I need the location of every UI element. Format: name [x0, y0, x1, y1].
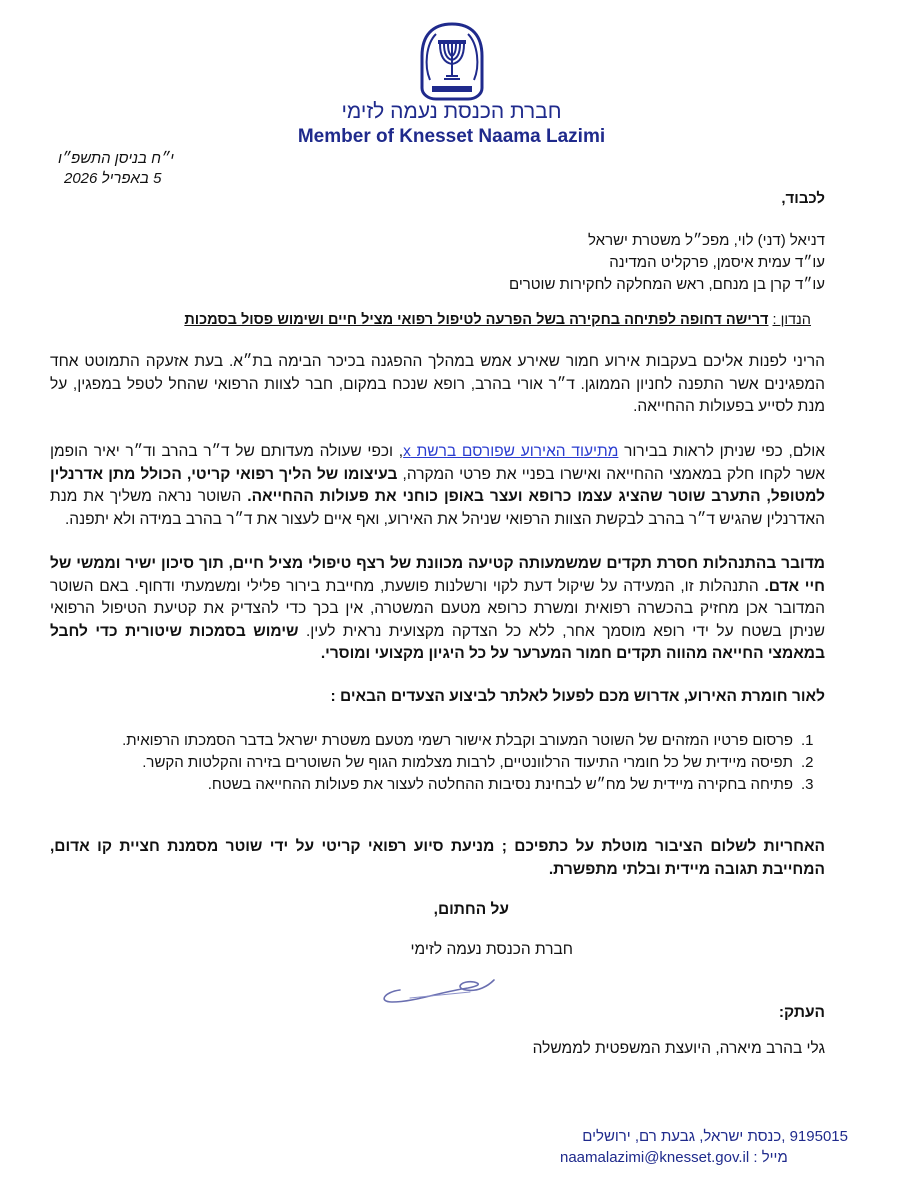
paragraph-bold-text: שימוש בסמכות שיטורית כדי לחבל במאמצי החייאה מהווה תקדים חמור המערער על כל היגיון מקצועי ומוסרי.: [50, 622, 825, 662]
footer-email-line: [560, 1149, 845, 1166]
paragraph-text: , וכפי שעולה מעדותם של ד״ר בהרב וד״ר יאיר הופמן אשר לקחו חלק במאמצי ההחייאה ואישרו בפניי את פרטי המקרה,: [50, 443, 826, 483]
paragraph-text: אולם, כפי שניתן לראות בבירור: [624, 443, 825, 460]
cc-recipient: גלי בהרב מיארה, היועצת המשפטית לממשלה: [532, 1040, 825, 1057]
list-item-text: תפיסה מיידית של כל חומרי התיעוד הרלוונטיים, לרבות מצלמות הגוף של השוטרים בזירה והקלטות הקשר.: [142, 754, 793, 771]
subject-text: דרישה דחופה לפתיחה בחקירה בשל הפרעה לטיפול רפואי מציל חיים ושימוש פסול בסמכות: [184, 312, 769, 328]
state-emblem-icon: [418, 22, 486, 102]
signer-name: חברת הכנסת נעמה לזימי: [410, 941, 573, 958]
paragraph-text: השוטר נראה משליך את מנת האדרנלין שהגיש ד״ר בהרב לבקשת הצוות הרפואי שניהל את האירוע, ואף איים לעצור את ד״ר בהרב במידה ולא יתפנה.: [50, 488, 825, 528]
recipient-item: עו״ד קרן בן מנחם, ראש המחלקה לחקירות שוטרים: [508, 276, 825, 293]
list-item-text: פתיחה בחקירה מיידית של מח״ש לבחינת נסיבות ההחלטה לעצור את פעולות ההחייאה בשטח.: [207, 776, 793, 793]
demand-steps-list: [56, 730, 823, 796]
signature-icon: [370, 962, 500, 1008]
paragraph-event: הריני לפנות אליכם בעקבות אירוע חמור שאירע אמש במהלך ההפגנה בכיכר הבימה בת״א. בעת אזעקה התמוטט אחד המפגינים אשר התפנה לחניון הממוגן. ד״ר אורי בהרב, רופא שנכח במקום, חבר לצוות הרפואי שהחל לטפל במפגין, על מנת לסייע בפעולות ההחייאה.: [50, 353, 825, 415]
subject-label: הנדון :: [772, 312, 811, 328]
video-link[interactable]: מתיעוד האירוע שפורסם ברשת x: [403, 443, 619, 460]
recipient-list: [509, 230, 825, 296]
paragraph-severity: [50, 553, 825, 666]
date-gregorian: 5 באפריל 2026: [64, 170, 162, 187]
list-item: [56, 730, 823, 752]
letterhead-title-hebrew: חברת הכנסת נעמה לזימי: [341, 100, 562, 123]
list-item: [56, 774, 823, 796]
list-item: [56, 752, 823, 774]
recipient-item: דניאל (דני) לוי, מפכ״ל משטרת ישראל: [588, 232, 825, 249]
subject-line: [184, 312, 811, 328]
footer-email[interactable]: naamalazimi@knesset.gov.il: [560, 1149, 750, 1166]
paragraph-text: התנהלות זו, המעידה על שיקול דעת לקוי ורשלנות פושעת, מחייבת בירור פלילי ומשמעתי ודחוף. באם השוטר המדובר אכן מחזיק בהכשרה רפואית ומשרת כרופא מטעם המשטרה, אין בכך כדי להצדיק את קטיעת הטיפול הרפואי שניתן בשטח על ידי רופא מוסמך אחר, ללא כל הצדקה מקצועית נראית לעין.: [50, 577, 825, 640]
paragraph-bold-text: מדובר בהתנהלות חסרת תקדים שמשמעותה קטיעה מכוונת של רצף טיפולי מציל חיים, תוך סיכון ישיר וממשי של חיי אדם.: [50, 555, 826, 595]
paragraph-bold-text: בעיצומו של הליך רפואי קריטי, הכולל מתן אדרנלין למטופל, התערב שוטר שהציג עצמו כרופא ועצר באופן כוחני את פעולות ההחייאה.: [50, 465, 825, 505]
list-item-number: 1.: [801, 732, 814, 749]
demand-intro: לאור חומרת האירוע, אדרוש מכם לפעול לאלתר לביצוע הצעדים הבאים :: [330, 688, 825, 705]
recipient-item: עו״ד עמית איסמן, פרקליט המדינה: [609, 254, 825, 271]
letterhead-title-english: Member of Knesset Naama Lazimi: [297, 126, 606, 147]
paragraph-responsibility: האחריות לשלום הציבור מוטלת על כתפיכם ; מניעת סיוע רפואי קריטי על ידי שוטר מסמנת חציית קו אדום, המחייבת תגובה מיידית ובלתי מתפשרת.: [50, 838, 825, 878]
paragraph-evidence: [50, 441, 825, 531]
footer-address: 9195015 ,כנסת ישראל, גבעת רם, ירושלים: [582, 1128, 848, 1145]
date-hebrew: י״ח בניסן התשפ״ו: [58, 150, 174, 167]
footer-email-label: מייל :: [753, 1149, 788, 1166]
closing-line: על החתום,: [433, 901, 509, 918]
list-item-number: 3.: [801, 776, 814, 793]
addressee-label: לכבוד,: [781, 190, 825, 207]
cc-label: העתק:: [778, 1004, 825, 1021]
list-item-text: פרסום פרטיו המזהים של השוטר המעורב וקבלת אישור רשמי מטעם משטרת ישראל בדבר הסמכתו הרפואית.: [122, 732, 793, 749]
list-item-number: 2.: [801, 754, 814, 771]
